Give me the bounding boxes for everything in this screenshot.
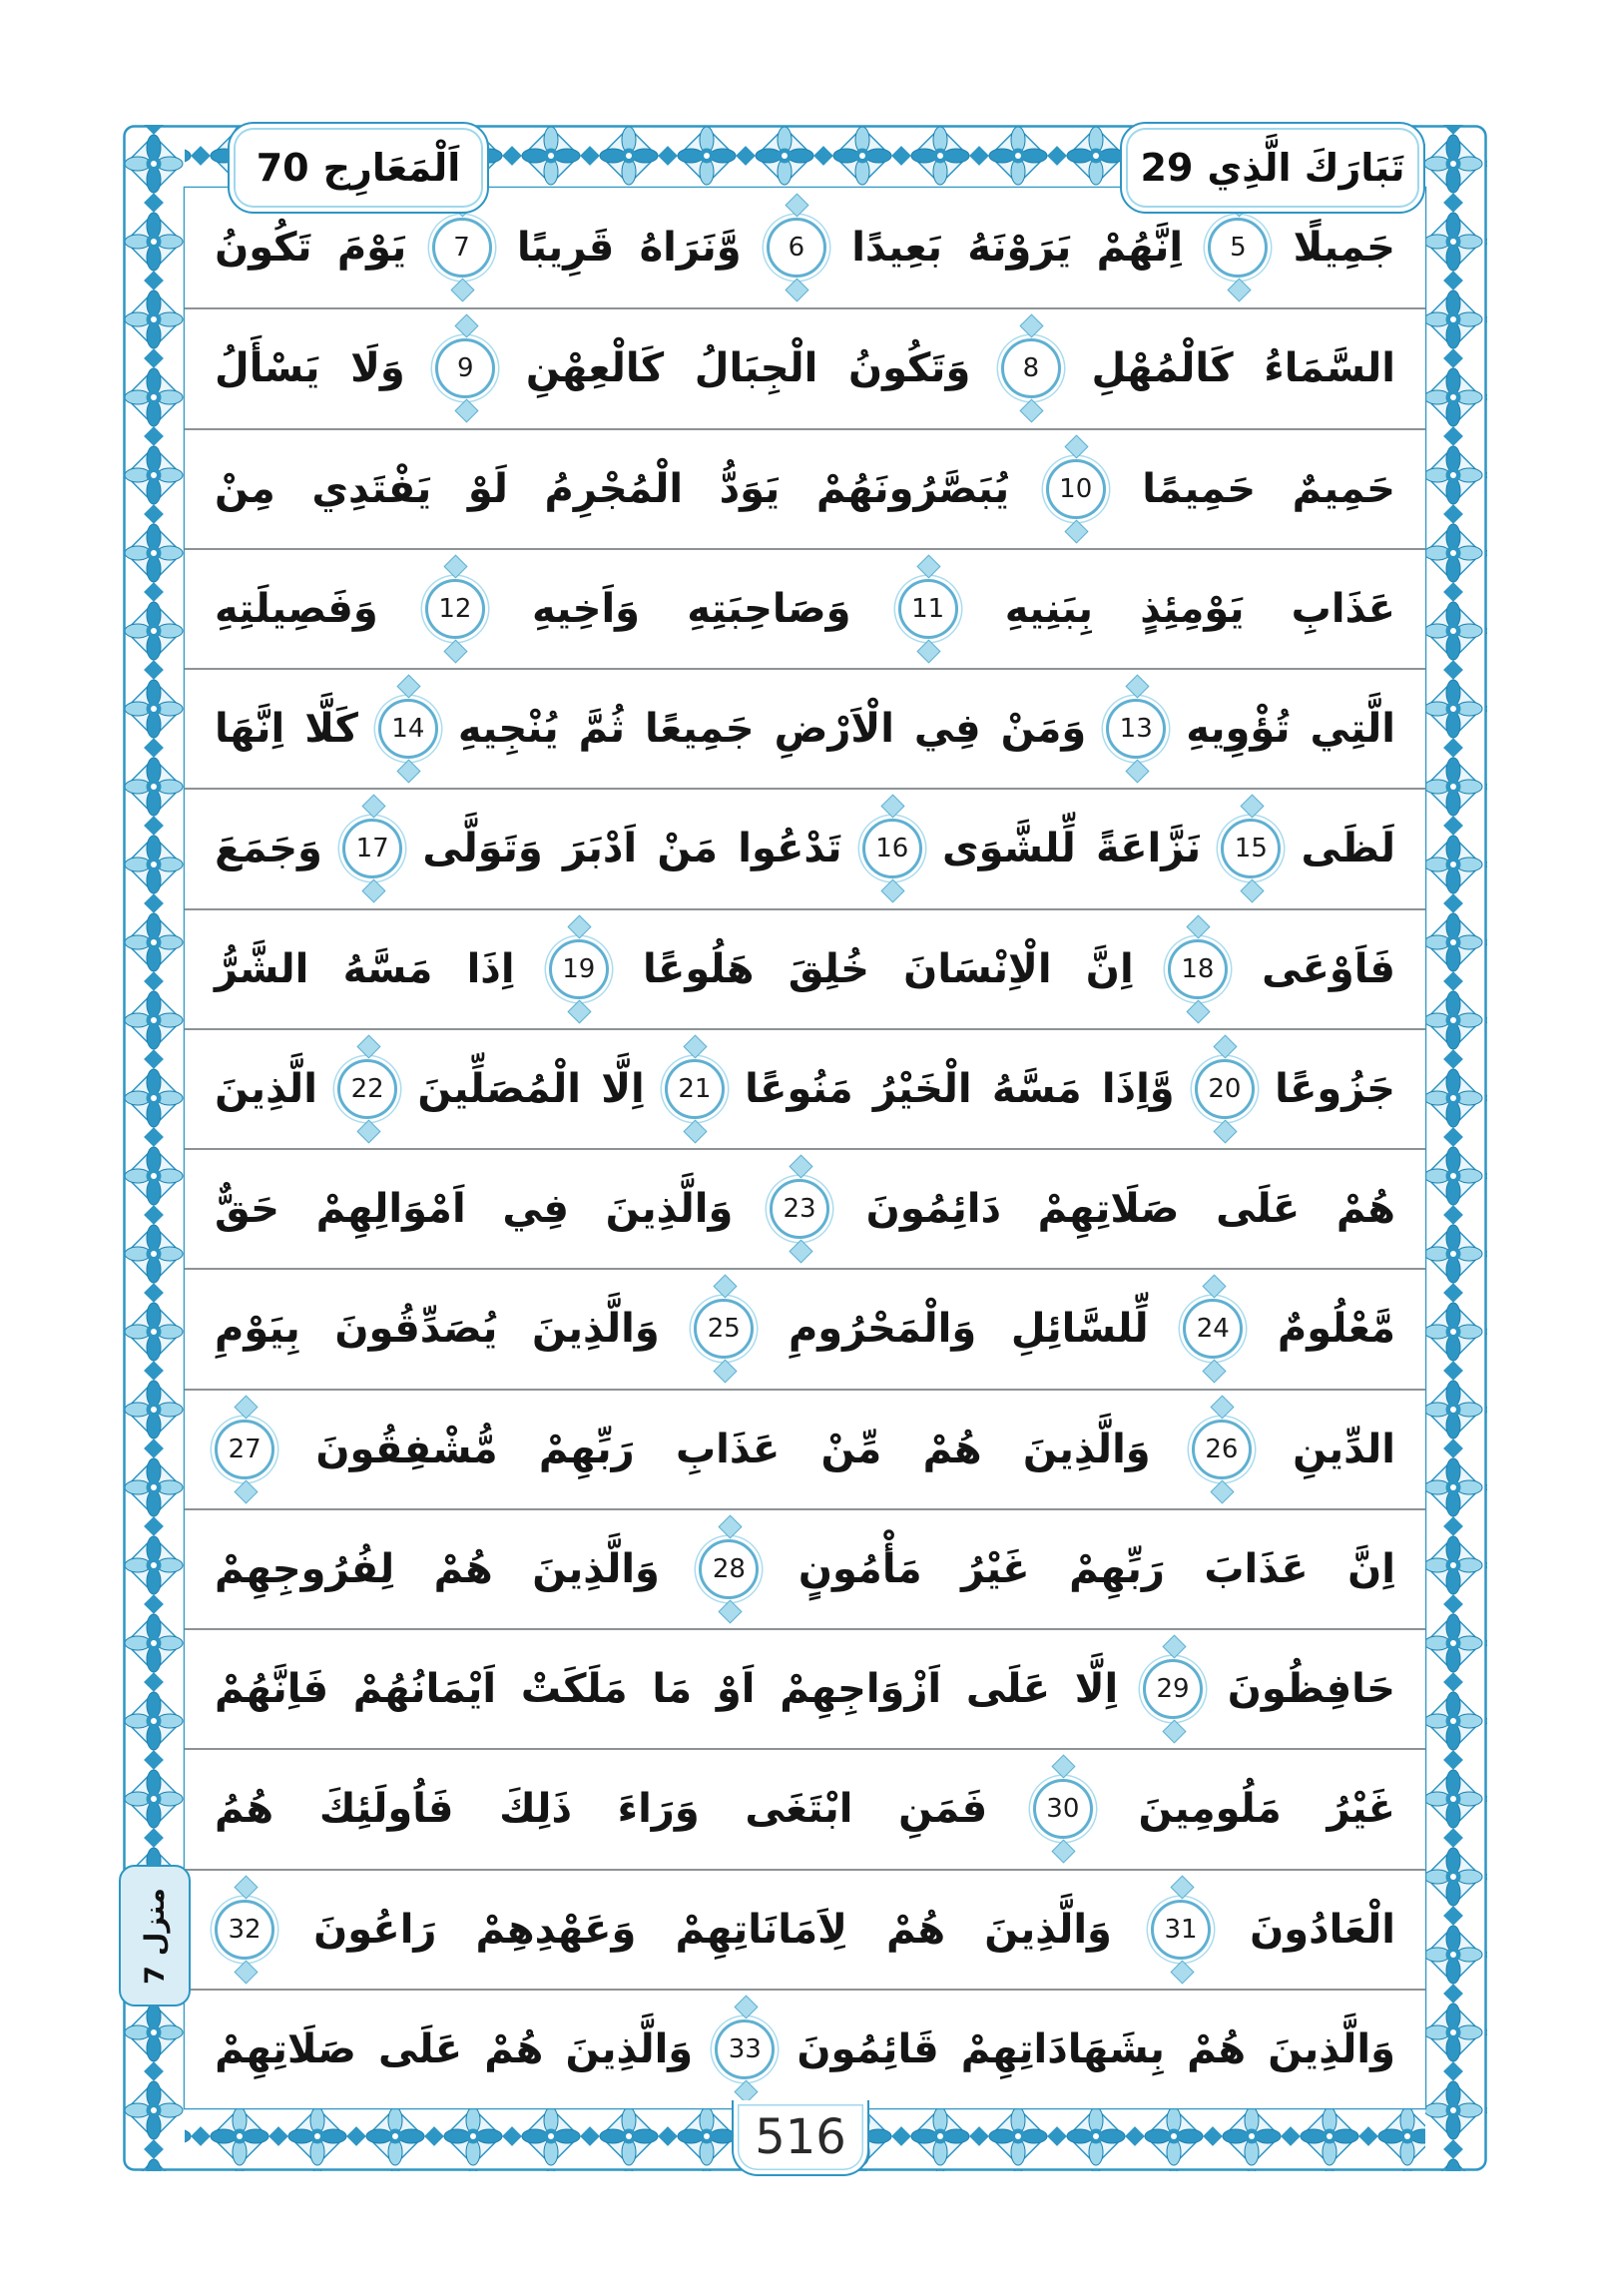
quran-word: مَّعْلُومٌ — [1277, 1306, 1395, 1353]
quran-word: قَائِمُونَ — [797, 2025, 939, 2072]
quran-word: مَلُومِينَ — [1138, 1786, 1282, 1833]
page-number-cartouche — [732, 2100, 869, 2176]
quran-word: الْمُصَلِّينَ — [417, 1065, 581, 1112]
quran-line — [185, 1628, 1425, 1748]
quran-line — [185, 548, 1425, 668]
verse-number-badge — [342, 819, 402, 878]
verse-number: 5 — [1230, 233, 1247, 264]
verse-number-badge — [215, 1900, 274, 1960]
verse-number-badge — [770, 1179, 829, 1239]
surah-name: اَلْمَعَارِج — [322, 146, 461, 190]
quran-word: جَمِيعًا — [645, 706, 755, 753]
quran-word: مَنُوعًا — [745, 1065, 853, 1112]
quran-word: اِنَّهُمْ — [1096, 225, 1184, 272]
quran-word: بِيَوْمِ — [215, 1306, 300, 1353]
quran-word: الدِّينِ — [1293, 1426, 1395, 1472]
quran-word: وَتَوَلَّى — [422, 826, 543, 872]
quran-word: خُلِقَ — [788, 945, 869, 992]
verse-number: 29 — [1156, 1674, 1190, 1705]
quran-word: رَبِّهِمْ — [1069, 1545, 1165, 1592]
verse-number: 12 — [438, 593, 472, 624]
quran-word: حَقٌّ — [215, 1186, 279, 1233]
quran-word: بِشَهَادَاتِهِمْ — [960, 2025, 1165, 2072]
verse-number: 19 — [562, 953, 596, 984]
verse-number: 22 — [350, 1073, 384, 1104]
verse-number: 9 — [457, 353, 474, 384]
verse-number: 10 — [1059, 473, 1093, 504]
verse-number-badge — [715, 2019, 775, 2079]
verse-number: 7 — [453, 233, 470, 264]
verse-number-badge — [862, 819, 922, 878]
quran-word: وَصَاحِبَتِهِ — [687, 585, 851, 632]
quran-word: يَسْأَلُ — [215, 345, 320, 392]
quran-word: الْمُجْرِمُ — [544, 465, 684, 512]
quran-word: الْعَادُونَ — [1250, 1906, 1395, 1953]
quran-word: الْاَرْضِ — [774, 706, 894, 753]
quran-word: وَفَصِيلَتِهِ — [215, 585, 378, 632]
quran-word: فَمَنِ — [898, 1786, 988, 1833]
quran-word: الْاِنْسَانَ — [903, 945, 1052, 992]
quran-word: يُصَدِّقُونَ — [334, 1306, 498, 1353]
manzil-number: 7 — [139, 1965, 171, 1985]
quran-line — [185, 668, 1425, 788]
quran-word: اِنَّ — [1085, 945, 1134, 992]
quran-word: هُمْ — [885, 1906, 946, 1953]
verse-number-badge — [1001, 338, 1061, 398]
quran-word: وَالَّذِينَ — [531, 1306, 660, 1353]
verse-number: 11 — [911, 593, 945, 624]
verse-number: 26 — [1205, 1434, 1239, 1464]
quran-word: لِّلشَّوَى — [941, 826, 1076, 872]
verse-number: 13 — [1119, 714, 1153, 745]
quran-line — [185, 1989, 1425, 2108]
quran-word: هُمُ — [215, 1786, 274, 1833]
quran-word: وَالَّذِينَ — [1022, 1426, 1151, 1472]
verse-number-badge — [1195, 1059, 1255, 1119]
quran-word: عَلَى — [965, 1666, 1051, 1713]
quran-word: ثُمَّ — [578, 706, 625, 753]
verse-number-badge — [1143, 1659, 1203, 1719]
quran-word: اَمْوَالِهِمْ — [315, 1186, 466, 1233]
quran-word: يَفْتَدِي — [311, 465, 432, 512]
quran-word: مَلَكَتْ — [520, 1666, 628, 1713]
verse-number-badge — [425, 579, 485, 639]
quran-word: هُمْ — [1187, 2025, 1247, 2072]
verse-number-badge — [1151, 1900, 1211, 1960]
verse-number: 21 — [678, 1073, 712, 1104]
verse-number: 18 — [1181, 953, 1215, 984]
quran-word: وَمَنْ — [1000, 706, 1087, 753]
quran-line — [185, 428, 1425, 548]
quran-line — [185, 788, 1425, 907]
quran-word: عَذَابِ — [1291, 585, 1395, 632]
quran-word: وَالَّذِينَ — [984, 1906, 1112, 1953]
quran-word: يَرَوْنَهُ — [967, 225, 1072, 272]
verse-number-badge — [1183, 1299, 1243, 1359]
quran-word: مَنْ — [657, 826, 719, 872]
quran-word: اِلَّا — [601, 1065, 645, 1112]
verse-number: 24 — [1196, 1314, 1230, 1345]
quran-word: لِفُرُوجِهِمْ — [215, 1545, 395, 1592]
juz-name: تَبَارَكَ الَّذِي — [1207, 146, 1405, 190]
quran-word: الَّذِينَ — [215, 1065, 317, 1112]
quran-word: اَزْوَاجِهِمْ — [780, 1666, 942, 1713]
quran-word: اَدْبَرَ — [562, 826, 638, 872]
quran-line — [185, 908, 1425, 1028]
quran-word: هُمْ — [433, 1545, 493, 1592]
quran-word: وَلَا — [350, 345, 405, 392]
quran-line — [185, 1148, 1425, 1268]
manzil-label: منزل — [139, 1887, 171, 1956]
quran-word: يَوْمَ — [336, 225, 407, 272]
verse-number: 6 — [788, 233, 805, 264]
quran-word: صَلَاتِهِمْ — [215, 2025, 356, 2072]
verse-number: 16 — [875, 834, 909, 864]
quran-word: صَلَاتِهِمْ — [1037, 1186, 1180, 1233]
quran-word: الْخَيْرُ — [872, 1065, 972, 1112]
quran-line — [185, 1508, 1425, 1628]
quran-word: مَسَّهُ — [342, 945, 433, 992]
verse-number-badge — [215, 1420, 274, 1479]
quran-word: يَوَدُّ — [719, 465, 781, 512]
verse-number: 20 — [1208, 1073, 1242, 1104]
verse-number: 28 — [712, 1553, 746, 1584]
surah-number: 70 — [256, 146, 309, 190]
quran-word: لِّلسَّائِلِ — [1010, 1306, 1149, 1353]
quran-word: مَسَّهُ — [991, 1065, 1082, 1112]
quran-word: اَيْمَانُهُمْ — [352, 1666, 497, 1713]
quran-word: الشَّرُّ — [215, 945, 309, 992]
quran-word: اِنَّ — [1347, 1545, 1395, 1592]
quran-word: يُنْجِيهِ — [457, 706, 559, 753]
quran-word: مُّشْفِقُونَ — [315, 1426, 498, 1472]
quran-line — [185, 1028, 1425, 1148]
quran-word: جَمِيلًا — [1293, 225, 1395, 272]
verse-number-badge — [699, 1539, 759, 1599]
quran-line — [185, 307, 1425, 427]
quran-word: جَزُوعًا — [1275, 1065, 1395, 1112]
quran-line — [185, 1389, 1425, 1508]
quran-word: فَاَوْعَى — [1262, 945, 1395, 992]
quran-word: يُبَصَّرُونَهُمْ — [815, 465, 1010, 512]
quran-word: اِذَا — [466, 945, 515, 992]
verse-number-badge — [549, 939, 609, 999]
verse-number-badge — [1192, 1420, 1252, 1479]
quran-word: الْجِبَالُ — [694, 345, 818, 392]
quran-word: فَاِنَّهُمْ — [215, 1666, 329, 1713]
verse-number: 30 — [1046, 1794, 1080, 1825]
verse-number-badge — [432, 218, 492, 278]
quran-word: فِي — [913, 706, 981, 753]
quran-word: عَذَابِ — [675, 1426, 781, 1472]
quran-line — [185, 1268, 1425, 1388]
page-number: 516 — [755, 2109, 846, 2165]
quran-word: بِبَنِيهِ — [1004, 585, 1094, 632]
quran-word: مِنْ — [215, 465, 275, 512]
quran-word: حَافِظُونَ — [1227, 1666, 1395, 1713]
quran-word: حَمِيمًا — [1142, 465, 1257, 512]
quran-word: كَلَّا — [304, 706, 358, 753]
quran-word: تُؤْوِيهِ — [1186, 706, 1291, 753]
manzil-marker-text — [140, 1888, 171, 1985]
quran-word: ذَلِكَ — [499, 1786, 572, 1833]
quran-word: لَوْ — [467, 465, 508, 512]
verse-number: 33 — [728, 2033, 762, 2064]
quran-word: مِّنْ — [820, 1426, 882, 1472]
quran-word: السَّمَاءُ — [1264, 345, 1395, 392]
verse-number: 14 — [391, 714, 425, 745]
quran-word: فِي — [502, 1186, 569, 1233]
quran-word: مَأْمُونٍ — [798, 1545, 922, 1592]
quran-word: وَجَمَعَ — [215, 826, 322, 872]
quran-word: اِلَّا — [1074, 1666, 1119, 1713]
quran-word: كَالْمُهْلِ — [1091, 345, 1234, 392]
quran-word: ابْتَغَى — [745, 1786, 853, 1833]
quran-word: نَزَّاعَةً — [1095, 826, 1202, 872]
quran-word: يَوْمِئِذٍ — [1140, 585, 1245, 632]
juz-number: 29 — [1140, 146, 1194, 190]
verse-number-badge — [1106, 699, 1166, 759]
verse-number-badge — [337, 1059, 397, 1119]
quran-word: هَلُوعًا — [643, 945, 755, 992]
quran-word: وَرَاءَ — [617, 1786, 700, 1833]
verse-number-badge — [1221, 819, 1281, 878]
verse-number-badge — [1168, 939, 1228, 999]
quran-word: تَدْعُوا — [738, 826, 842, 872]
verse-number: 31 — [1164, 1914, 1198, 1945]
quran-line — [185, 1748, 1425, 1868]
quran-word: غَيْرُ — [1327, 1786, 1395, 1833]
quran-word: هُمْ — [484, 2025, 544, 2072]
verse-number-badge — [665, 1059, 725, 1119]
juz-header-cartouche — [1120, 122, 1425, 214]
verse-number: 17 — [355, 834, 389, 864]
quran-word: تَكُونُ — [215, 225, 312, 272]
quran-word: اَوْ — [716, 1666, 756, 1713]
verse-number: 32 — [228, 1914, 262, 1945]
verse-number-badge — [1033, 1779, 1093, 1839]
quran-word: بَعِيدًا — [851, 225, 942, 272]
quran-word: وَالَّذِينَ — [532, 1545, 660, 1592]
quran-word: وَالَّذِينَ — [1268, 2025, 1395, 2072]
verse-number-badge — [694, 1299, 754, 1359]
quran-word: فَاُولَئِكَ — [318, 1786, 454, 1833]
verse-number-badge — [1046, 459, 1106, 519]
quran-word: كَالْعِهْنِ — [525, 345, 665, 392]
quran-word: لِاَمَانَاتِهِمْ — [675, 1906, 847, 1953]
quran-word: لَظَى — [1301, 826, 1395, 872]
quran-word: وَّنَرَاهُ — [639, 225, 742, 272]
quran-line — [185, 1869, 1425, 1989]
quran-word: وَعَهْدِهِمْ — [475, 1906, 637, 1953]
quran-word: وَالَّذِينَ — [565, 2025, 694, 2072]
verse-number: 23 — [783, 1194, 816, 1225]
quran-text-block — [185, 188, 1425, 2108]
verse-number-badge — [767, 218, 826, 278]
quran-word: مَا — [652, 1666, 693, 1713]
quran-word: هُمْ — [1335, 1186, 1395, 1233]
quran-word: عَلَى — [378, 2025, 463, 2072]
manzil-marker — [119, 1865, 191, 2007]
quran-word: دَائِمُونَ — [865, 1186, 1001, 1233]
quran-word: هُمْ — [922, 1426, 982, 1472]
quran-word: وَالَّذِينَ — [605, 1186, 734, 1233]
verse-number-badge — [898, 579, 958, 639]
quran-word: حَمِيمٌ — [1292, 465, 1395, 512]
quran-word: غَيْرُ — [961, 1545, 1030, 1592]
quran-word: رَاعُونَ — [313, 1906, 437, 1953]
quran-word: قَرِيبًا — [516, 225, 615, 272]
surah-header-cartouche — [228, 122, 489, 214]
verse-number: 27 — [228, 1434, 262, 1464]
verse-number-badge — [435, 338, 495, 398]
verse-number: 15 — [1234, 834, 1268, 864]
quran-word: الَّتِي — [1310, 706, 1395, 753]
quran-word: رَبِّهِمْ — [538, 1426, 635, 1472]
quran-word: وَّاِذَا — [1101, 1065, 1175, 1112]
verse-number: 8 — [1022, 353, 1040, 384]
quran-word: وَتَكُونُ — [847, 345, 971, 392]
verse-number-badge — [378, 699, 438, 759]
quran-word: عَذَابَ — [1204, 1545, 1309, 1592]
quran-word: وَاَخِيهِ — [532, 585, 641, 632]
quran-word: عَلَى — [1216, 1186, 1301, 1233]
verse-number: 25 — [707, 1314, 741, 1345]
verse-number-badge — [1208, 218, 1268, 278]
quran-word: وَالْمَحْرُومِ — [788, 1306, 977, 1353]
quran-word: اِنَّهَا — [215, 706, 285, 753]
